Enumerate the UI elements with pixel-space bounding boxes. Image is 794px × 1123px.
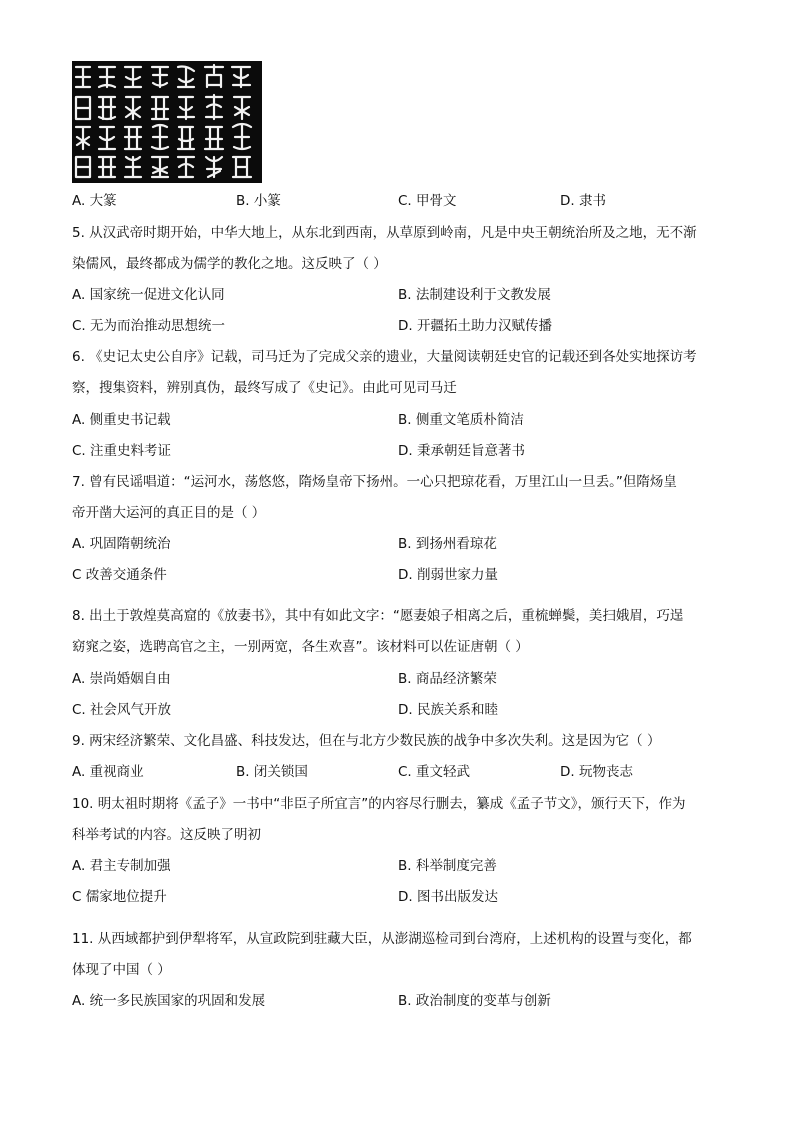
q8-stem-line-2: 窈窕之姿，选聘高官之主，一别两宽，各生欢喜”。该材料可以佐证唐朝（ ） [72, 639, 529, 655]
q9-stem-line-1: 9. 两宋经济繁荣、文化昌盛、科技发达，但在与北方少数民族的战争中多次失利。这是因为它（ ） [72, 733, 661, 749]
q10-option-d: D. 图书出版发达 [398, 889, 498, 905]
q8-option-a: A. 崇尚婚姻自由 [72, 671, 171, 687]
q8-option-c: C. 社会风气开放 [72, 702, 172, 718]
q6-option-b: B. 侧重文笔质朴简洁 [398, 412, 524, 428]
q5-option-a: A. 国家统一促进文化认同 [72, 287, 225, 303]
q10-option-b: B. 科举制度完善 [398, 858, 497, 874]
q9-option-b: B. 闭关锁国 [236, 764, 308, 780]
seal-script-glyphs [72, 61, 262, 183]
q6-option-d: D. 秉承朝廷旨意著书 [398, 443, 525, 459]
q11-option-b: B. 政治制度的变革与创新 [398, 993, 551, 1009]
q6-option-a: A. 侧重史书记载 [72, 412, 171, 428]
q11-stem-line-2: 体现了中国（ ） [72, 962, 171, 978]
q5-option-b: B. 法制建设利于文教发展 [398, 287, 551, 303]
q8-stem-line-1: 8. 出土于敦煌莫高窟的《放妻书》，其中有如此文字：“愿妻娘子相离之后，重梳蝉鬓，美扫娥眉，巧逞 [72, 608, 684, 624]
q5-stem-line-2: 染儒风，最终都成为儒学的教化之地。这反映了（ ） [72, 256, 387, 272]
q10-option-c: C 儒家地位提升 [72, 889, 167, 905]
q7-option-d: D. 削弱世家力量 [398, 567, 498, 583]
q5-option-c: C. 无为而治推动思想统一 [72, 318, 226, 334]
q9-option-d: D. 玩物丧志 [560, 764, 633, 780]
q10-stem-line-2: 科举考试的内容。这反映了明初 [72, 827, 261, 843]
q9-option-c: C. 重文轻武 [398, 764, 471, 780]
q5-option-d: D. 开疆拓土助力汉赋传播 [398, 318, 552, 334]
q4-option-d: D. 隶书 [560, 193, 606, 209]
q10-option-a: A. 君主专制加强 [72, 858, 171, 874]
q10-stem-line-1: 10. 明太祖时期将《孟子》一书中“非臣子所宜言”的内容尽行删去，纂成《孟子节文》，颁行天下，作为 [72, 796, 686, 812]
q4-option-b: B. 小篆 [236, 193, 281, 209]
q7-stem-line-2: 帝开凿大运河的真正目的是（ ） [72, 505, 266, 521]
q7-option-b: B. 到扬州看琼花 [398, 536, 497, 552]
q5-stem-line-1: 5. 从汉武帝时期开始，中华大地上，从东北到西南，从草原到岭南，凡是中央王朝统治所及之地，无不渐 [72, 225, 697, 241]
q11-option-a: A. 统一多民族国家的巩固和发展 [72, 993, 266, 1009]
q9-option-a: A. 重视商业 [72, 764, 144, 780]
seal-script-image [72, 61, 262, 183]
q6-option-c: C. 注重史料考证 [72, 443, 172, 459]
q4-option-c: C. 甲骨文 [398, 193, 457, 209]
q4-option-a: A. 大篆 [72, 193, 117, 209]
q8-option-d: D. 民族关系和睦 [398, 702, 498, 718]
q11-stem-line-1: 11. 从西域都护到伊犁将军，从宣政院到驻藏大臣，从澎湖巡检司到台湾府，上述机构的设置与变化，都 [72, 931, 692, 947]
q6-stem-line-2: 察，搜集资料，辨别真伪，最终写成了《史记》。由此可见司马迁 [72, 380, 457, 396]
q8-option-b: B. 商品经济繁荣 [398, 671, 497, 687]
q7-stem-line-1: 7. 曾有民谣唱道：“运河水，荡悠悠，隋炀皇帝下扬州。一心只把琼花看，万里江山一旦丢。”但隋炀皇 [72, 474, 677, 490]
q7-option-c: C 改善交通条件 [72, 567, 167, 583]
q6-stem-line-1: 6. 《史记太史公自序》记载，司马迁为了完成父亲的遗业，大量阅读朝廷史官的记载还到各处实地探访考 [72, 349, 697, 365]
q7-option-a: A. 巩固隋朝统治 [72, 536, 171, 552]
